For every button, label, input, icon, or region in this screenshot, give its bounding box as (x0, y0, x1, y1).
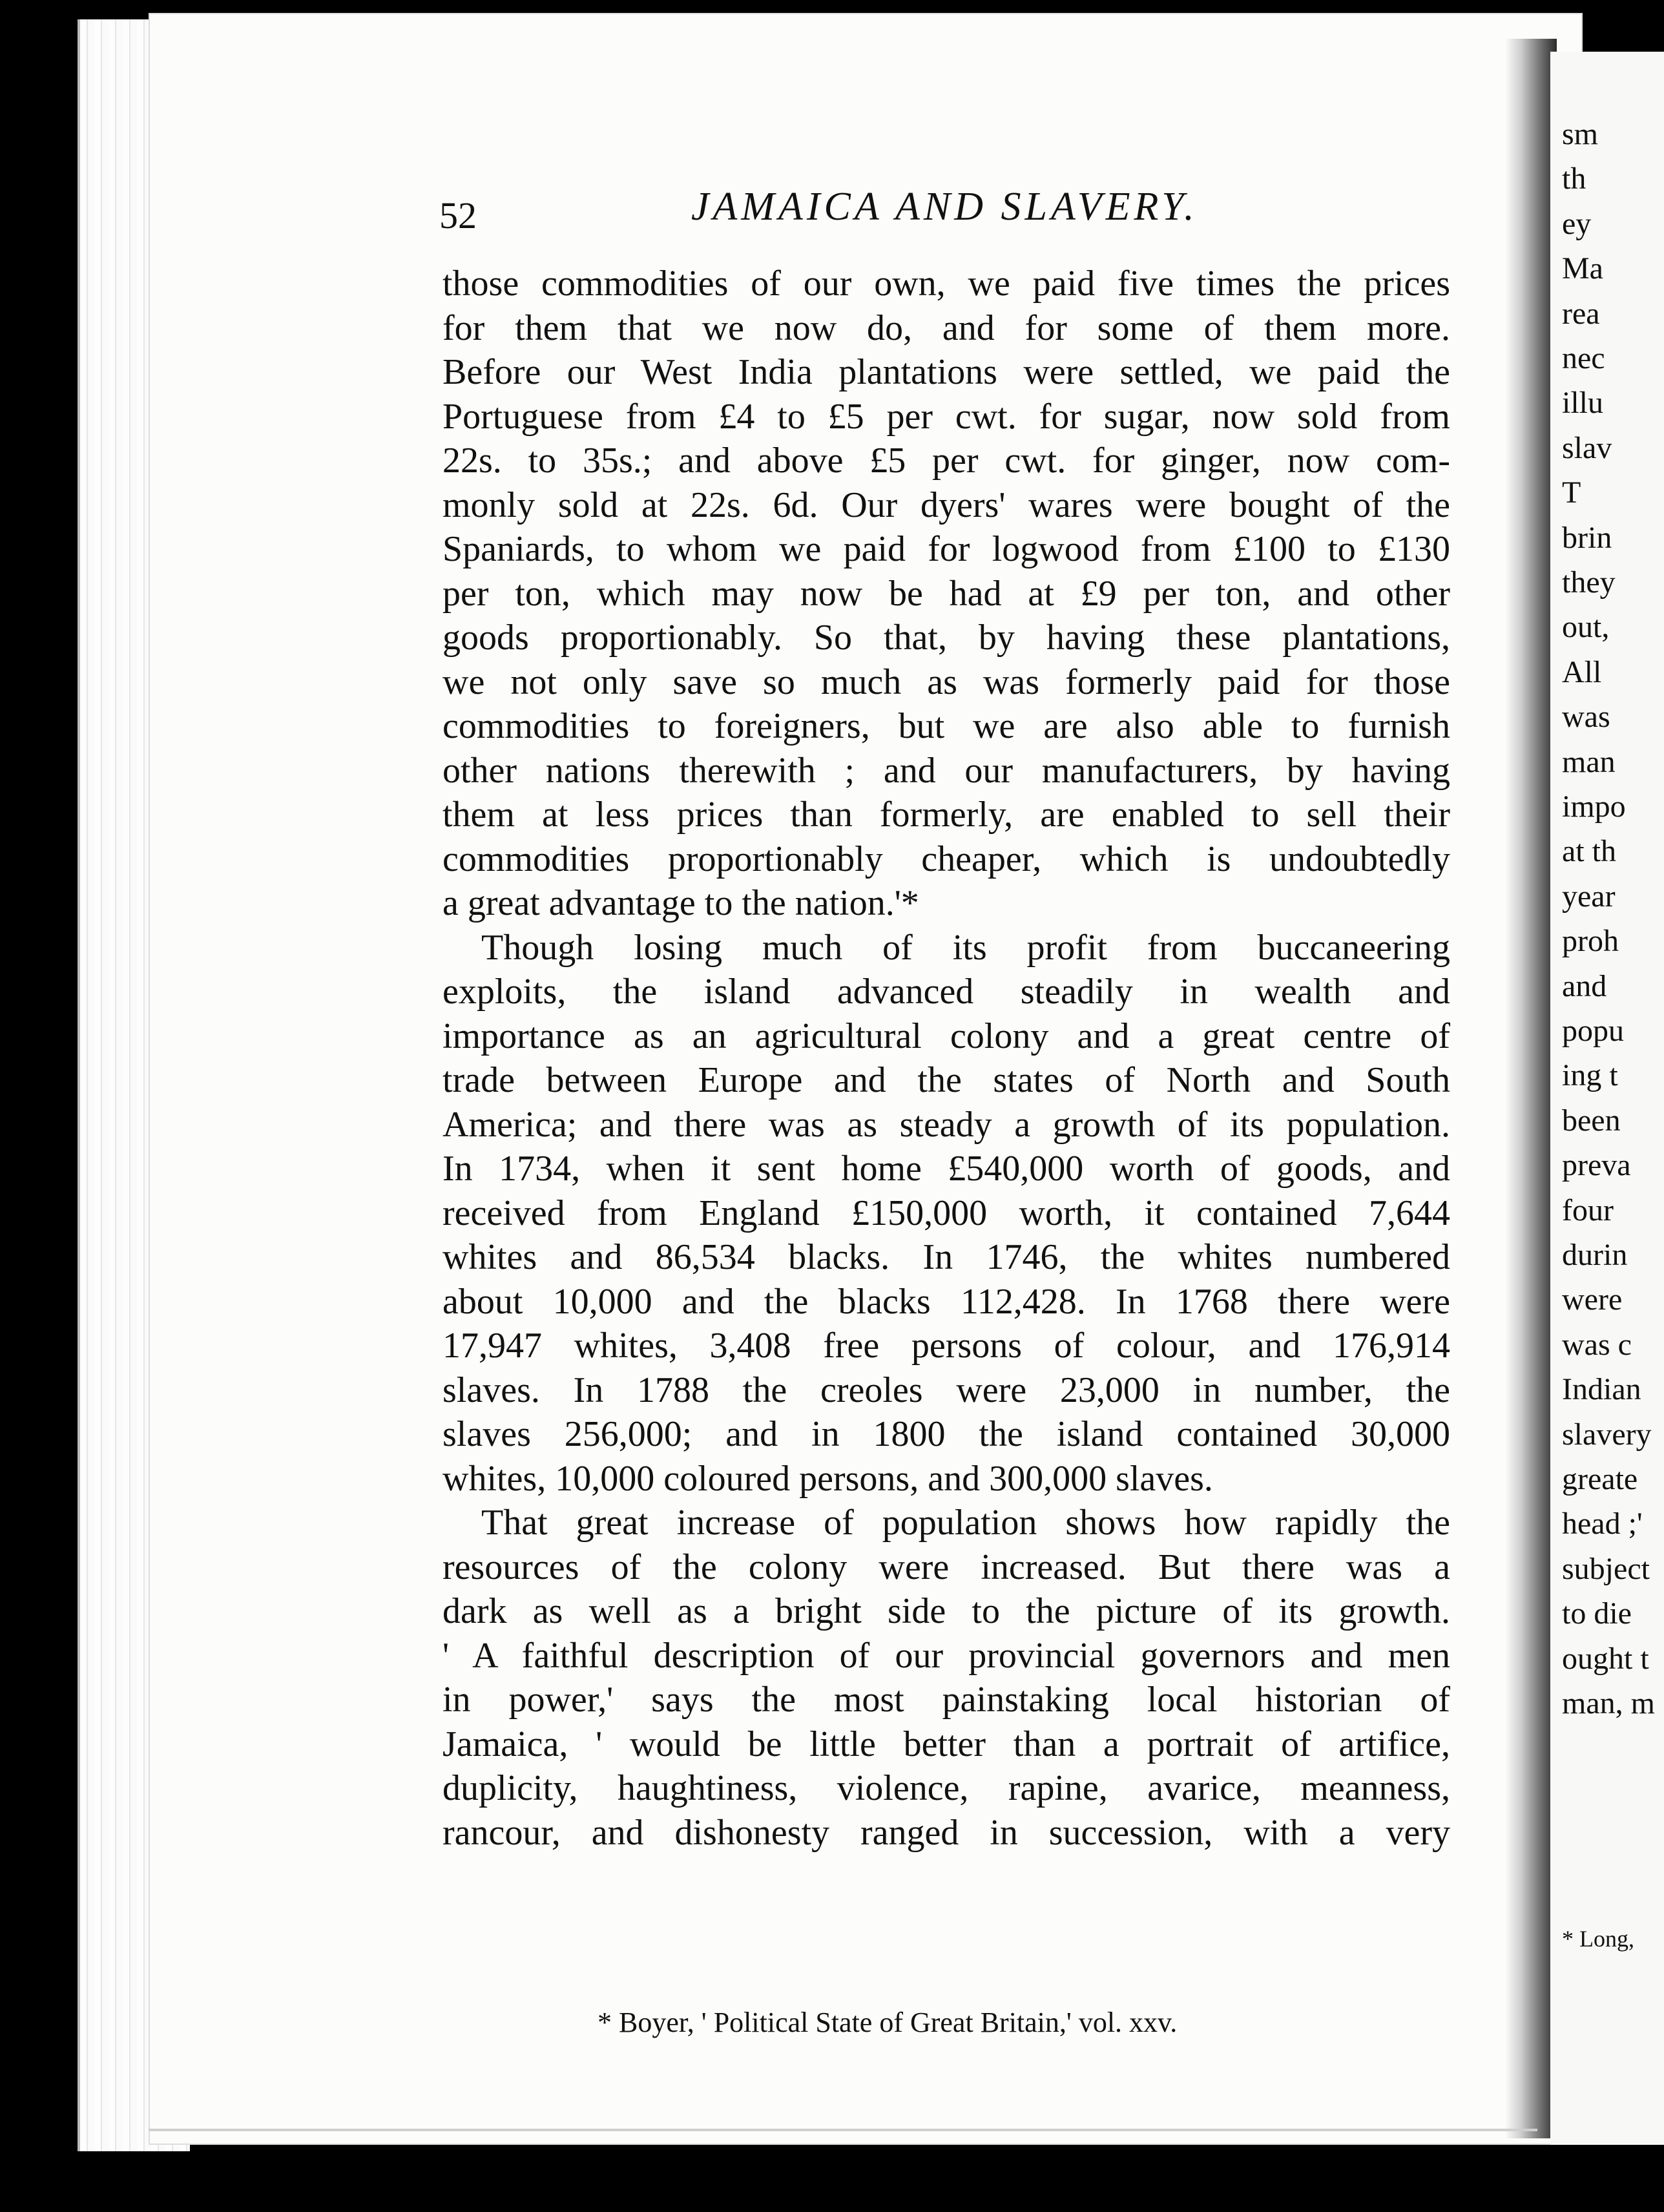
book-gutter (1505, 39, 1557, 2138)
facing-page-fragment: head ;' (1562, 1507, 1643, 1541)
facing-page-fragment: they (1562, 565, 1616, 600)
facing-page-fragment: out, (1562, 610, 1610, 645)
text-line: goods proportionably. So that, by having these plantations, (442, 618, 1450, 658)
text-line: That great increase of population shows how rapidly the (481, 1503, 1450, 1543)
text-line: Jamaica, ' would be little better than a portrait of artifice, (442, 1724, 1450, 1764)
text-line: resources of the colony were increased. But there was a (442, 1547, 1450, 1587)
facing-page-fragment: proh (1562, 924, 1619, 959)
text-line: for them that we now do, and for some of them more. (442, 308, 1450, 348)
text-line: rancour, and dishonesty ranged in succession, with a very (442, 1812, 1450, 1853)
body-text (442, 262, 1450, 1855)
facing-page-fragment: nec (1562, 341, 1605, 375)
text-line: received from England £150,000 worth, it contained 7,644 (442, 1193, 1450, 1233)
facing-page-footnote-fragment: * Long, (1562, 1926, 1634, 1952)
text-line: Portuguese from £4 to £5 per cwt. for sugar, now sold from (442, 396, 1450, 437)
text-line: 22s. to 35s.; and above £5 per cwt. for ginger, now com- (442, 441, 1450, 481)
facing-page-fragment: slav (1562, 430, 1612, 465)
text-line: those commodities of our own, we paid five times the prices (442, 264, 1450, 304)
text-line: other nations therewith ; and our manufacturers, by having (442, 750, 1450, 791)
facing-page-fragment: subject (1562, 1551, 1650, 1586)
text-line: a great advantage to the nation.'* (442, 883, 919, 923)
text-line: whites and 86,534 blacks. In 1746, the whites numbered (442, 1237, 1450, 1277)
page-number: 52 (439, 194, 477, 236)
text-line: about 10,000 and the blacks 112,428. In 1768 there were (442, 1281, 1450, 1322)
text-line: importance as an agricultural colony and a great centre of (442, 1016, 1450, 1056)
facing-page-fragment: four (1562, 1193, 1614, 1227)
facing-page-fragment: ought t (1562, 1641, 1649, 1676)
page-bottom-edge (149, 2129, 1537, 2131)
facing-page-fragment: Indian (1562, 1372, 1641, 1407)
facing-page-fragment: and (1562, 968, 1607, 1003)
facing-page-fragment: man, m (1562, 1686, 1655, 1720)
text-line: trade between Europe and the states of North and South (442, 1060, 1450, 1100)
text-line: whites, 10,000 coloured persons, and 300,000 slaves. (442, 1458, 1213, 1499)
text-line: per ton, which may now be had at £9 per ton, and other (442, 573, 1450, 614)
facing-page-fragment: Ma (1562, 251, 1603, 286)
facing-page-fragment: ey (1562, 206, 1592, 241)
text-line: in power,' says the most painstaking local historian of (442, 1680, 1450, 1720)
facing-page-fragment: illu (1562, 386, 1604, 421)
footnote: * Boyer, ' Political State of Great Britain,' vol. xxv. (598, 2007, 1178, 2038)
text-line: Though losing much of its profit from buccaneering (481, 927, 1450, 968)
text-line: commodities proportionably cheaper, which is undoubtedly (442, 839, 1450, 879)
text-line: Spaniards, to whom we paid for logwood from £100 to £130 (442, 529, 1450, 569)
text-line: slaves 256,000; and in 1800 the island contained 30,000 (442, 1414, 1450, 1454)
facing-page-fragment: impo (1562, 789, 1626, 824)
text-line: them at less prices than formerly, are enabled to sell their (442, 795, 1450, 835)
facing-page-fragment: popu (1562, 1014, 1624, 1048)
facing-page-fragment: All (1562, 654, 1602, 689)
text-line: duplicity, haughtiness, violence, rapine, avarice, meanness, (442, 1768, 1450, 1808)
running-head: JAMAICA AND SLAVERY. (691, 185, 1198, 229)
facing-page-fragment: was c (1562, 1327, 1632, 1362)
facing-page-fragment: were (1562, 1282, 1623, 1317)
text-line: Before our West India plantations were settled, we paid the (442, 352, 1450, 392)
facing-page-fragment: rea (1562, 296, 1600, 331)
facing-page-fragment: sm (1562, 117, 1599, 151)
facing-page-fragment: slavery (1562, 1417, 1652, 1452)
facing-page-fragment: durin (1562, 1238, 1628, 1272)
text-line: In 1734, when it sent home £540,000 worth of goods, and (442, 1149, 1450, 1189)
text-line: exploits, the island advanced steadily in wealth and (442, 972, 1450, 1012)
facing-page-fragment: been (1562, 1103, 1621, 1138)
facing-page-fragment: brin (1562, 520, 1612, 555)
text-line: dark as well as a bright side to the picture of its growth. (442, 1591, 1450, 1631)
facing-page-fragment: to die (1562, 1596, 1632, 1631)
facing-page-fragment: at th (1562, 834, 1616, 869)
facing-page-fragment: ing t (1562, 1058, 1618, 1093)
text-line: 17,947 whites, 3,408 free persons of colour, and 176,914 (442, 1326, 1450, 1366)
facing-page-fragment: th (1562, 162, 1586, 196)
text-line: we not only save so much as was formerly paid for those (442, 662, 1450, 702)
text-line: America; and there was as steady a growth of its population. (442, 1104, 1450, 1145)
facing-page-fragment: year (1562, 879, 1616, 913)
facing-page-fragment: was (1562, 700, 1610, 735)
facing-page-fragment: preva (1562, 1148, 1631, 1183)
text-line: monly sold at 22s. 6d. Our dyers' wares were bought of the (442, 485, 1450, 525)
text-line: ' A faithful description of our provincial governors and men (442, 1635, 1450, 1676)
text-line: slaves. In 1788 the creoles were 23,000 in number, the (442, 1370, 1450, 1410)
facing-page-fragment: man (1562, 744, 1616, 779)
facing-page-fragment: T (1562, 475, 1581, 510)
text-line: commodities to foreigners, but we are also able to furnish (442, 706, 1450, 746)
facing-page-fragment: greate (1562, 1462, 1638, 1496)
facing-page (1550, 52, 1664, 2145)
